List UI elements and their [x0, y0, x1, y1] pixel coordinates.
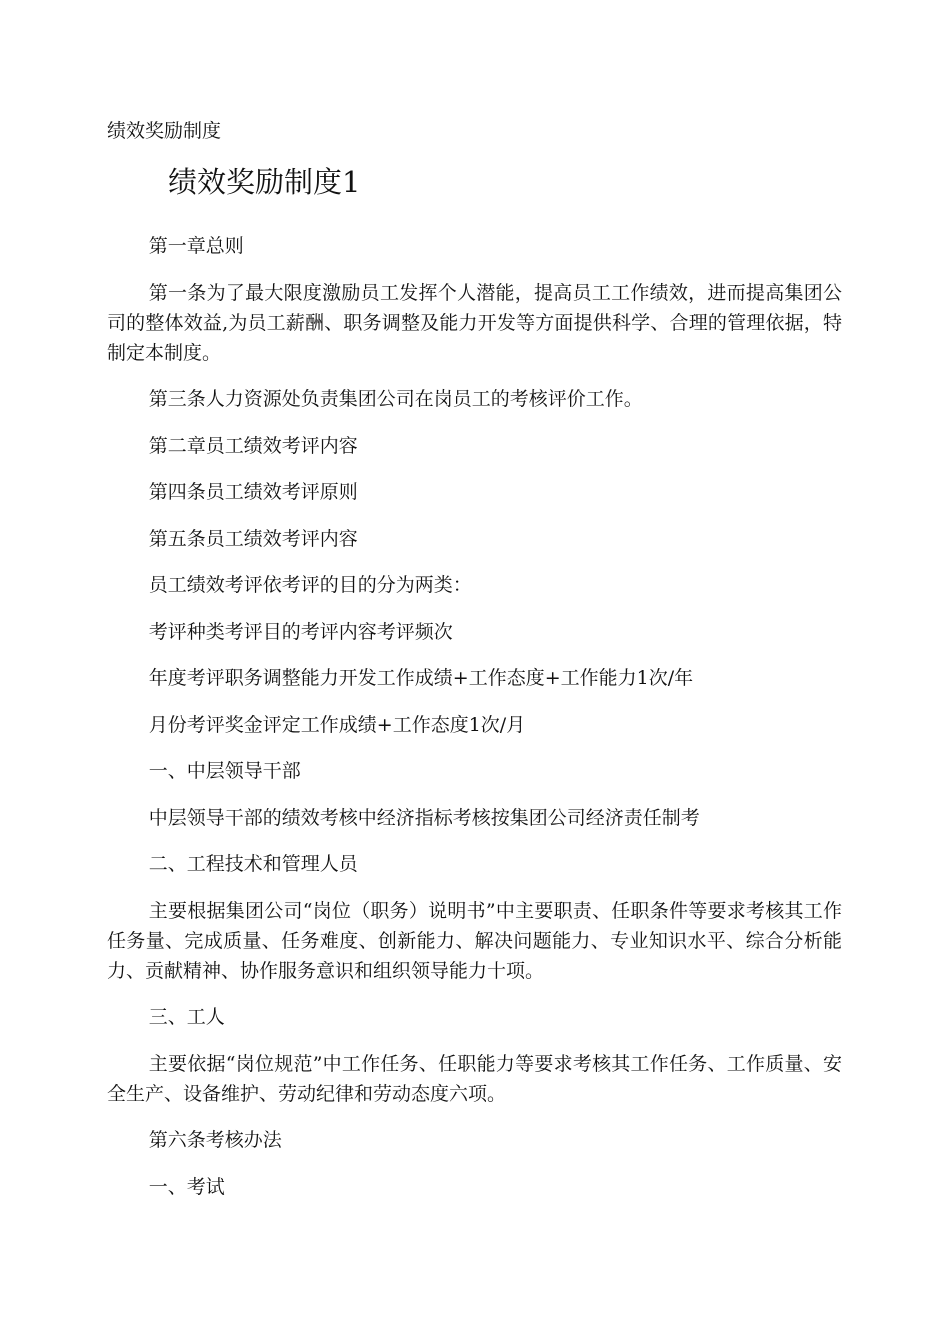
section-heading: 三、工人: [148, 1006, 225, 1028]
paragraph: 员工绩效考评依考评的目的分为两类：: [148, 574, 472, 596]
paragraph: 主要根据集团公司“岗位（职务）说明书”中主要职责、任职条件等要求考核其工作任务量、完成质量、任务难度、创新能力、解决问题能力、专业知识水平、综合分析能力、贡献精神、协作服务意识和组织领导能力十项。: [107, 899, 842, 982]
section-heading: 二、工程技术和管理人员: [148, 853, 358, 875]
table-row-line: 年度考评职务调整能力开发工作成绩+工作态度+工作能力1次/年: [148, 667, 694, 689]
page-header: 绩效奖励制度: [107, 120, 222, 142]
table-header-line: 考评种类考评目的考评内容考评频次: [148, 620, 453, 643]
chapter-heading: 第一章总则: [148, 235, 244, 257]
article-heading: 第四条员工绩效考评原则: [148, 481, 358, 503]
section-heading: 一、中层领导干部: [148, 760, 301, 782]
chapter-heading: 第二章员工绩效考评内容: [148, 434, 358, 457]
article-heading: 第六条考核办法: [148, 1129, 282, 1151]
paragraph: 第一条为了最大限度激励员工发挥个人潜能，提高员工工作绩效，进而提高集团公司的整体效益,为员工薪酬、职务调整及能力开发等方面提供科学、合理的管理依据，特制定本制度。: [107, 281, 842, 364]
table-row-line: 月份考评奖金评定工作成绩+工作态度1次/月: [148, 713, 526, 736]
document-title: 绩效奖励制度1: [168, 165, 361, 199]
document-body: [107, 231, 842, 1218]
paragraph: 主要依据“岗位规范”中工作任务、任职能力等要求考核其工作任务、工作质量、安全生产、设备维护、劳动纪律和劳动态度六项。: [107, 1052, 842, 1105]
section-heading: 一、考试: [148, 1175, 225, 1198]
article-heading: 第五条员工绩效考评内容: [148, 527, 358, 550]
paragraph: 中层领导干部的绩效考核中经济指标考核按集团公司经济责任制考: [148, 806, 700, 829]
paragraph: 第三条人力资源处负责集团公司在岗员工的考核评价工作。: [148, 388, 643, 410]
